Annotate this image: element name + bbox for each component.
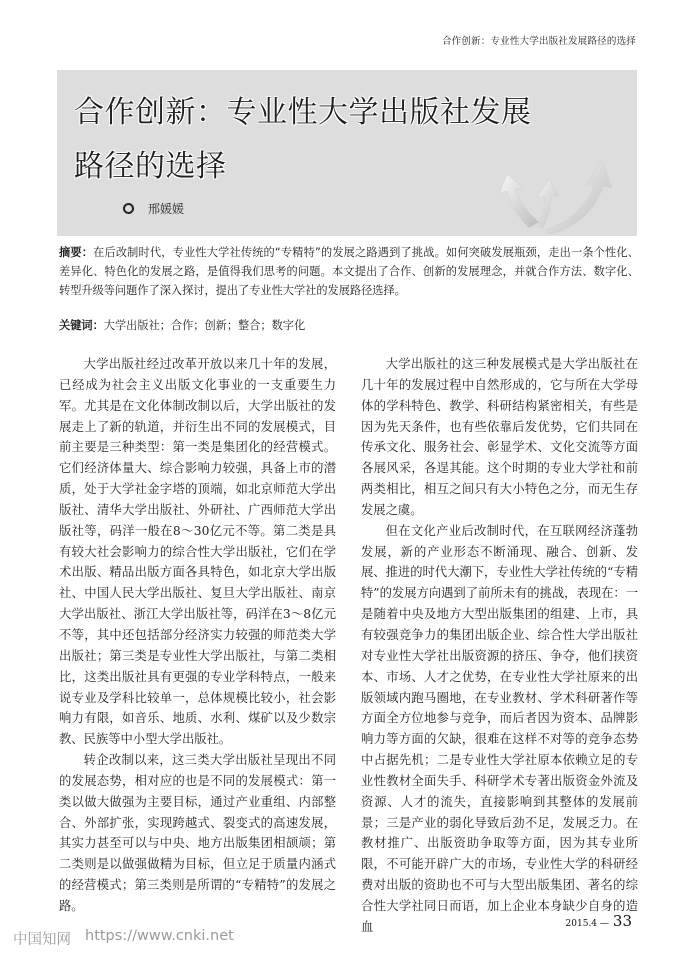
author-line: [123, 200, 184, 217]
paragraph: 大学出版社经过改革开放以来几十年的发展，已经成为社会主义出版文化事业的一支重要生力军。尤其是在文化体制改制以后，大学出版社的发展走上了新的轨道，并衍生出不同的发展模式，目前主要是三种类型：第一类是集团化的经营模式。它们经济体量大、综合影响力较强，具备上市的潜质，处于大学社金字塔的顶端，如北京师范大学出版社、清华大学出版社、外研社、广西师范大学出版社等，码洋一般在8～30亿元不等。第二类是具有较大社会影响力的综合性大学出版社，它们在学术出版、精品出版方面各具特色，如北京大学出版社、中国人民大学出版社、复旦大学出版社、南京大学出版社、浙江大学出版社等，码洋在3～8亿元不等，其中还包括部分经济实力较强的师范类大学出版社；第三类是专业性大学出版社，与第二类相比，这类出版社具有更强的专业学科特点，一般来说专业及学科比较单一，总体规模比较小，社会影响力有限，如音乐、地质、水利、煤矿以及少数宗教、民族等中小型大学出版社。: [59, 357, 336, 747]
article-title-line-1: 合作创新：专业性大学出版社发展: [74, 95, 532, 130]
keywords-text: 大学出版社；合作；创新；整合；数字化: [103, 319, 306, 332]
abstract: [59, 243, 639, 300]
issue-label: 2015.4 —: [565, 919, 609, 929]
arrow-large-right: [545, 160, 612, 234]
article-title-line-2: 路径的选择: [74, 149, 227, 184]
watermark-url: https://www.cnki.net: [85, 928, 234, 944]
upward-arrows-icon: [487, 146, 637, 236]
arrow-small-middle: [537, 179, 559, 228]
paragraph: 大学出版社的这三种发展模式是大学出版社在几十年的发展过程中自然形成的，它与所在大学母体的学科特色、教学、科研结构紧密相关，有些是因为先天条件，也有些依靠后发优势，它们共同在传承文化、服务社会、彰显学术、文化交流等方面各展风采，各逞其能。这个时期的专业大学社和前两类相比，相互之间只有大小特色之分，而无生存发展之虞。: [361, 357, 638, 517]
watermark-site-name: 中国知网: [13, 932, 71, 948]
page-number: 33: [612, 912, 632, 930]
paragraph: 但在文化产业后改制时代，在互联网经济蓬勃发展，新的产业形态不断涌现、融合、创新、发展、推进的时代大潮下，专业性大学社传统的“专精特”的发展方向遇到了前所未有的挑战，表现在：一是随着中央及地方大型出版集团的组建、上市，具有较强竞争力的集团出版企业、综合性大学出版社对专业性大学社出版资源的挤压、争夺，他们挟资本、市场、人才之优势，在专业性大学社原来的出版领域内跑马圈地，在专业教材、学术科研著作等方面全方位地参与竞争，而后者因为资本、品牌影响力等方面的欠缺，很难在这样不对等的竞争态势中占据先机；二是专业性大学社原本依赖立足的专业性教材全面失手、科研学术专著出版资金外流及资源、人才的流失，直接影响到其整体的发展前景；三是产业的弱化导致后劲不足，发展乏力。在教材推广、出版资助争取等方面，因为其专业所限，不可能开辟广大的市场，专业性大学的科研经费对出版的资助也不可与大型出版集团、著名的综合性大学社同日而语，加上企业本身缺少自身的造血: [361, 523, 638, 934]
title-banner: [57, 70, 637, 236]
author-bullet-icon: [123, 203, 134, 214]
article-title: [74, 86, 532, 194]
keywords-label: 关键词：: [59, 319, 104, 332]
author-name: 邢媛媛: [148, 202, 185, 216]
running-head: 合作创新：专业性大学出版社发展路径的选择: [441, 36, 636, 47]
page-footer: [566, 912, 632, 930]
paragraph: 转企改制以来，这三类大学出版社呈现出不同的发展态势，相对应的也是不同的发展模式：第一类以做大做强为主要目标，通过产业重组、内部整合、外部扩张，实现跨越式、裂变式的高速发展，其实力甚至可以与中央、地方出版集团相颉颃；第二类则是以做强做精为目标，但立足于质量内涵式的经营模式；第三类则是所谓的“专精特”的发展之路。: [59, 753, 336, 913]
abstract-label: 摘要：: [59, 246, 94, 259]
arrow-small-left: [499, 174, 539, 228]
watermark: [13, 928, 234, 949]
body-column-right: [361, 354, 638, 938]
body-column-left: [59, 354, 336, 917]
keywords: [59, 316, 639, 335]
abstract-text: 在后改制时代，专业性大学社传统的“专精特”的发展之路遇到了挑战。如何突破发展瓶颈，走出一条个性化、差异化、特色化的发展之路，是值得我们思考的问题。本文提出了合作、创新的发展理念，并就合作方法、数字化、转型升级等问题作了深入探讨，提出了专业性大学社的发展路径选择。: [59, 246, 639, 297]
